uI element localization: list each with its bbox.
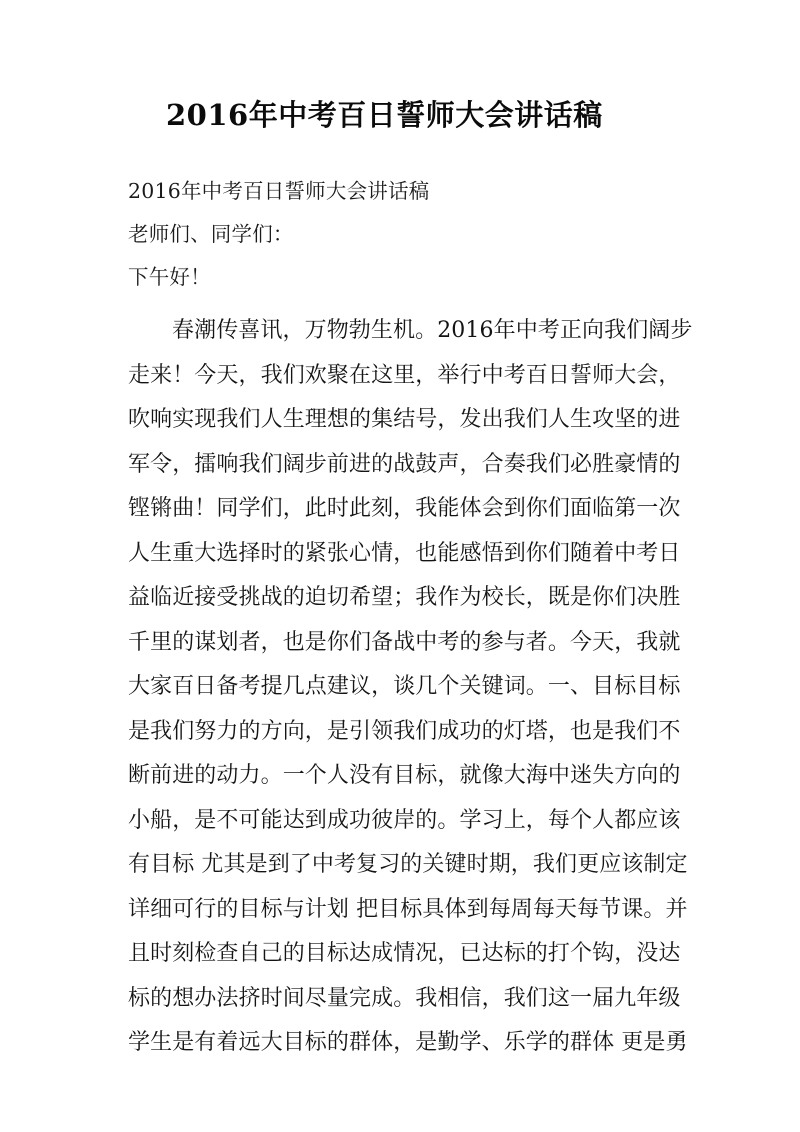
paragraph-line: 详细可行的目标与计划 把目标具体到每周每天每节课。并	[128, 896, 688, 922]
intro-line-salutation: 老师们、同学们：	[128, 222, 294, 246]
paragraph-line: 学生是有着远大目标的群体，是勤学、乐学的群体 更是勇	[128, 1030, 688, 1055]
paragraph-line: 吹响实现我们人生理想的集结号，发出我们人生攻坚的进	[128, 407, 681, 432]
document-body	[128, 96, 693, 1066]
paragraph-line: 春潮传喜讯，万物勃生机。2016年中考正向我们阔步	[172, 318, 693, 343]
paragraph-line: 军令，擂响我们阔步前进的战鼓声，合奏我们必胜豪情的	[128, 451, 681, 477]
intro-line-greeting: 下午好！	[128, 265, 211, 289]
paragraph-line: 大家百日备考提几点建议，谈几个关键词。一、目标目标	[128, 674, 681, 699]
paragraph-line: 有目标 尤其是到了中考复习的关键时期，我们更应该制定	[128, 852, 688, 877]
paragraph-line: 且时刻检查自己的目标达成情况，已达标的打个钩，没达	[128, 941, 681, 966]
paragraph-line: 人生重大选择时的紧张心情，也能感悟到你们随着中考日	[128, 540, 681, 566]
page-title: 2016年中考百日誓师大会讲话稿	[166, 98, 603, 132]
paragraph-line: 是我们努力的方向，是引领我们成功的灯塔，也是我们不	[128, 718, 681, 744]
paragraph-line: 标的想办法挤时间尽量完成。我相信，我们这一届九年级	[128, 985, 681, 1011]
paragraph-line: 铿锵曲！同学们，此时此刻，我能体会到你们面临第一次	[128, 496, 681, 521]
paragraph-line: 千里的谋划者，也是你们备战中考的参与者。今天，我就	[128, 629, 681, 655]
paragraph-line: 小船，是不可能达到成功彼岸的。学习上，每个人都应该	[128, 807, 681, 833]
speech-paragraph	[128, 309, 693, 1066]
intro-block	[128, 170, 676, 299]
paragraph-line: 断前进的动力。一个人没有目标，就像大海中迷失方向的	[128, 763, 681, 788]
paragraph-line: 走来！今天，我们欢聚在这里，举行中考百日誓师大会，	[128, 362, 681, 388]
paragraph-line: 益临近接受挑战的迫切希望；我作为校长，既是你们决胜	[128, 585, 681, 610]
intro-line-subtitle: 2016年中考百日誓师大会讲话稿	[128, 179, 430, 203]
